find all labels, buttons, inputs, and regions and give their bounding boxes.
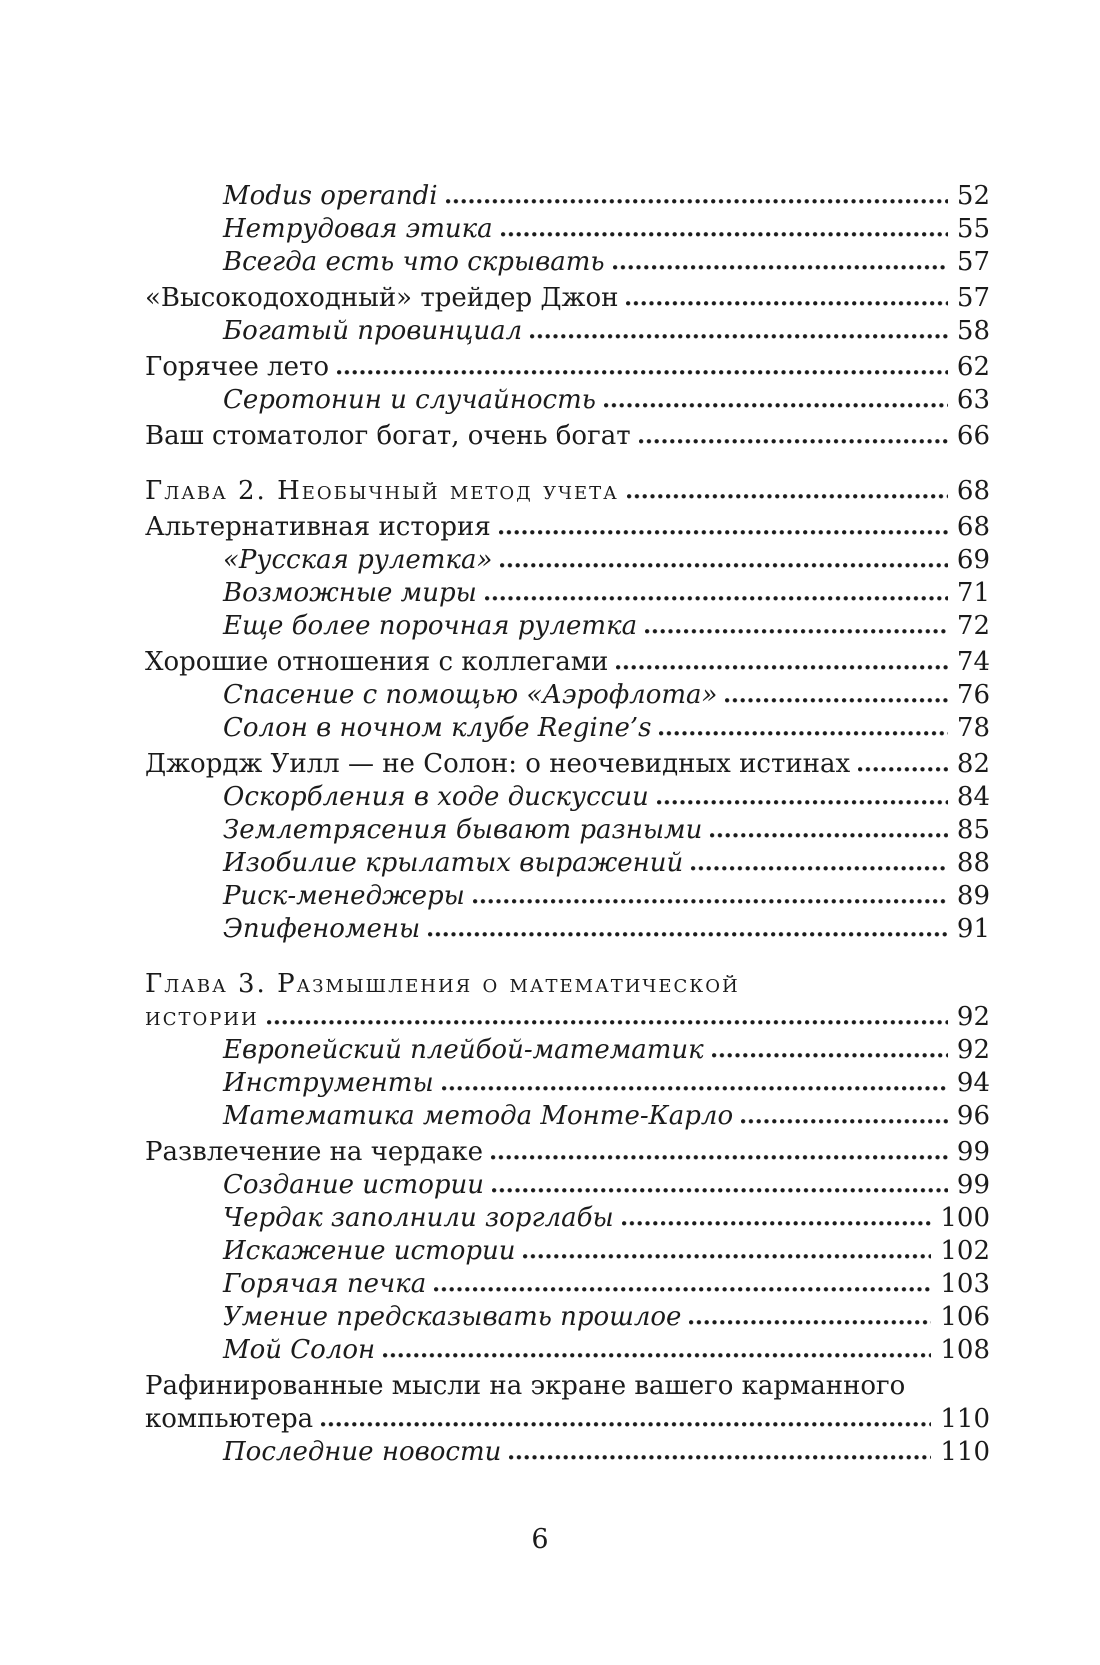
toc-entry-page: 74 (956, 647, 990, 677)
toc-entry-title: компьютера (145, 1404, 314, 1434)
dot-leader (710, 832, 948, 838)
toc-entry-page: 110 (940, 1437, 990, 1467)
dot-leader (627, 493, 948, 499)
dot-leader (626, 300, 947, 306)
dot-leader (321, 1421, 931, 1427)
toc-entry-page: 99 (956, 1137, 990, 1167)
toc-entry-wrap-line (145, 1370, 990, 1403)
toc-entry-title: Риск-менеджеры (223, 881, 465, 911)
dot-leader (267, 1019, 948, 1025)
toc-entry-page: 58 (956, 316, 990, 346)
toc-entry-title: Горячая печка (223, 1269, 427, 1299)
dot-leader (657, 799, 948, 805)
toc-entry-title: Оскорбления в ходе дискуссии (223, 782, 649, 812)
toc-entry-main-line (145, 180, 990, 213)
toc-entry-page: 99 (956, 1170, 990, 1200)
toc-entry-page: 57 (956, 247, 990, 277)
toc-entry-page: 71 (956, 578, 990, 608)
toc-entry-main-line (145, 577, 990, 610)
toc-entry-title: Создание истории (223, 1170, 484, 1200)
toc-entry-title: Серотонин и случайность (223, 385, 596, 415)
toc-entry-main-line (145, 679, 990, 712)
toc-entry (145, 315, 990, 348)
dot-leader (616, 664, 948, 670)
toc-entry-main-line (145, 1100, 990, 1133)
toc-entry-main-line (145, 315, 990, 348)
toc-entry-main-line (145, 1403, 990, 1436)
toc-entry-title: Мой Солон (223, 1335, 376, 1365)
toc-entry-page: 68 (956, 512, 990, 542)
dot-leader (639, 438, 948, 444)
toc-entry (145, 1370, 990, 1436)
toc-entry-page: 94 (956, 1068, 990, 1098)
toc-entry-title: Богатый провинциал (223, 316, 523, 346)
toc-entry-main-line (145, 1436, 990, 1469)
toc-entry (145, 1301, 990, 1334)
toc-entry (145, 847, 990, 880)
toc-entry-page: 108 (940, 1335, 990, 1365)
dot-leader (499, 529, 948, 535)
toc-entry-page: 102 (940, 1236, 990, 1266)
toc-entry-title: Математика метода Монте-Карло (223, 1101, 734, 1131)
toc-entry-main-line (145, 748, 990, 781)
toc-entry-main-line (145, 1034, 990, 1067)
toc-entry (145, 1268, 990, 1301)
dot-leader (741, 1118, 948, 1124)
dot-leader (645, 628, 948, 634)
toc-entry-main-line (145, 880, 990, 913)
dot-leader (500, 562, 948, 568)
dot-leader (337, 369, 948, 375)
toc-entry-page: 106 (940, 1302, 990, 1332)
toc-entry-page: 84 (956, 782, 990, 812)
toc-entry-main-line (145, 610, 990, 643)
dot-leader (485, 595, 948, 601)
toc-entry-main-line (145, 646, 990, 679)
toc-entry-main-line (145, 351, 990, 384)
toc-entry-title: Искажение истории (223, 1236, 516, 1266)
toc-entry-title: Еще более порочная рулетка (223, 611, 638, 641)
toc-entry-main-line (145, 213, 990, 246)
toc-entry-page: 91 (956, 914, 990, 944)
dot-leader (689, 1319, 931, 1325)
toc-entry (145, 1202, 990, 1235)
toc-entry (145, 1436, 990, 1469)
toc-entry-page: 88 (956, 848, 990, 878)
toc-entry-main-line (145, 1136, 990, 1169)
toc-entry-title: Европейский плейбой-математик (223, 1035, 704, 1065)
toc-entry-page: 96 (956, 1101, 990, 1131)
toc-entry (145, 968, 990, 1034)
toc-entry-page: 68 (956, 476, 990, 506)
toc-entry-title: Джордж Уилл — не Солон: о неочевидных истинах (145, 749, 851, 779)
toc-entry-title: Горячее лето (145, 352, 330, 382)
toc-entry-title: Чердак заполнили зорглабы (223, 1203, 614, 1233)
toc-entry (145, 544, 990, 577)
toc-entry (145, 213, 990, 246)
toc-entry (145, 246, 990, 279)
toc-entry (145, 1235, 990, 1268)
dot-leader (428, 931, 948, 937)
dot-leader (858, 766, 948, 772)
toc-entry-main-line (145, 781, 990, 814)
toc-entry-main-line (145, 420, 990, 453)
toc-entry-main-line (145, 384, 990, 417)
toc-entry-main-line (145, 1169, 990, 1202)
toc-entry-title: Эпифеномены (223, 914, 421, 944)
toc-entry-title: Солон в ночном клубе Regine’s (223, 713, 652, 743)
toc-entry-main-line (145, 1301, 990, 1334)
toc-entry-title: Землетрясения бывают разными (223, 815, 703, 845)
dot-leader (492, 1187, 948, 1193)
toc-entry-page: 57 (956, 283, 990, 313)
toc-entry-title: Нетрудовая этика (223, 214, 493, 244)
toc-list (145, 180, 990, 1469)
dot-leader (501, 231, 948, 237)
dot-leader (604, 402, 948, 408)
toc-entry-title: Изобилие крылатых выражений (223, 848, 684, 878)
toc-entry-title: Глава 2. Необычный метод учета (145, 476, 619, 506)
folio-page-number: 6 (531, 1524, 549, 1555)
dot-leader (446, 198, 948, 204)
toc-entry-title: «Высокодоходный» трейдер Джон (145, 283, 619, 313)
dot-leader (691, 865, 948, 871)
toc-entry-main-line (145, 1001, 990, 1034)
toc-entry (145, 781, 990, 814)
toc-entry (145, 1169, 990, 1202)
toc-entry-title: Последние новости (223, 1437, 502, 1467)
dot-leader (712, 1052, 948, 1058)
toc-entry-title: Спасение с помощью «Аэрофлота» (223, 680, 718, 710)
toc-entry-page: 66 (956, 421, 990, 451)
toc-entry-page: 55 (956, 214, 990, 244)
toc-entry-main-line (145, 1268, 990, 1301)
toc-entry-wrap-line (145, 968, 990, 1001)
toc-entry-page: 82 (956, 749, 990, 779)
dot-leader (473, 898, 948, 904)
toc-entry (145, 180, 990, 213)
toc-entry (145, 475, 990, 508)
dot-leader (530, 333, 948, 339)
toc-entry-title: Modus operandi (223, 181, 438, 211)
dot-leader (613, 264, 948, 270)
dot-leader (725, 697, 947, 703)
dot-leader (622, 1220, 932, 1226)
toc-entry-title: «Русская рулетка» (223, 545, 493, 575)
toc-entry-page: 52 (956, 181, 990, 211)
toc-entry-main-line (145, 511, 990, 544)
toc-entry (145, 351, 990, 384)
toc-entry (145, 748, 990, 781)
toc-entry-title-line1: Глава 3. Размышления о математической (145, 969, 740, 999)
dot-leader (434, 1286, 931, 1292)
toc-entry-title: Возможные миры (223, 578, 477, 608)
toc-entry (145, 679, 990, 712)
toc-entry-title: Всегда есть что скрывать (223, 247, 605, 277)
toc-entry-page: 100 (940, 1203, 990, 1233)
toc-entry-main-line (145, 847, 990, 880)
toc-entry (145, 1034, 990, 1067)
toc-entry (145, 511, 990, 544)
toc-entry-title: Альтернативная история (145, 512, 491, 542)
toc-entry (145, 384, 990, 417)
toc-entry-main-line (145, 544, 990, 577)
dot-leader (509, 1454, 931, 1460)
toc-entry-main-line (145, 1235, 990, 1268)
toc-entry (145, 1136, 990, 1169)
toc-entry-page: 85 (956, 815, 990, 845)
toc-entry-title: Ваш стоматолог богат, очень богат (145, 421, 631, 451)
toc-entry-page: 69 (956, 545, 990, 575)
toc-entry-main-line (145, 246, 990, 279)
toc-entry-page: 103 (940, 1269, 990, 1299)
toc-entry-page: 110 (940, 1404, 990, 1434)
toc-entry-title: Хорошие отношения с коллегами (145, 647, 609, 677)
toc-entry-page: 92 (956, 1035, 990, 1065)
toc-entry (145, 913, 990, 946)
toc-entry-main-line (145, 1334, 990, 1367)
toc-entry-page: 63 (956, 385, 990, 415)
dot-leader (383, 1352, 931, 1358)
toc-entry (145, 1100, 990, 1133)
toc-entry-title: Умение предсказывать прошлое (223, 1302, 682, 1332)
toc-entry-page: 72 (956, 611, 990, 641)
toc-entry (145, 1334, 990, 1367)
toc-entry (145, 712, 990, 745)
toc-entry-main-line (145, 1202, 990, 1235)
toc-entry (145, 646, 990, 679)
dot-leader (491, 1154, 948, 1160)
dot-leader (523, 1253, 931, 1259)
dot-leader (659, 730, 947, 736)
toc-entry-title-line1: Рафинированные мысли на экране вашего карманного (145, 1371, 906, 1401)
toc-entry (145, 1067, 990, 1100)
toc-entry (145, 814, 990, 847)
toc-entry-main-line (145, 475, 990, 508)
toc-entry-page: 92 (956, 1002, 990, 1032)
toc-entry-page: 78 (956, 713, 990, 743)
toc-entry-page: 76 (956, 680, 990, 710)
toc-entry-title: истории (145, 1002, 259, 1032)
toc-entry (145, 420, 990, 453)
toc-entry-main-line (145, 1067, 990, 1100)
toc-entry-main-line (145, 913, 990, 946)
toc-entry-page: 89 (956, 881, 990, 911)
dot-leader (442, 1085, 948, 1091)
toc-entry-main-line (145, 814, 990, 847)
toc-entry (145, 610, 990, 643)
toc-entry (145, 577, 990, 610)
toc-entry-main-line (145, 712, 990, 745)
toc-entry (145, 282, 990, 315)
toc-entry (145, 880, 990, 913)
toc-entry-title: Инструменты (223, 1068, 434, 1098)
toc-entry-main-line (145, 282, 990, 315)
toc-entry-title: Развлечение на чердаке (145, 1137, 484, 1167)
toc-entry-page: 62 (956, 352, 990, 382)
